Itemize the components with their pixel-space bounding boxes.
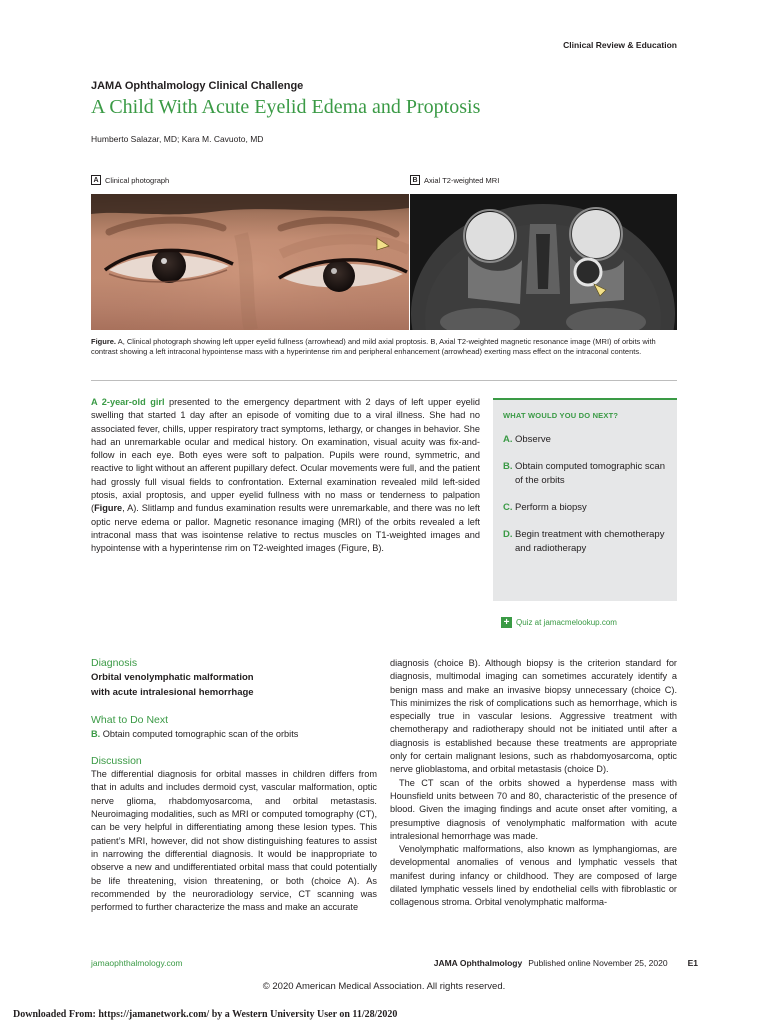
case-text-part-2: , A). Slitlamp and fundus examination results were unremarkable, and there was no left optic nerve edema or pallor. Magnetic resonance imaging (MRI) of the orbits revealed a left intraconal mass that was isointense relative to rectus muscles on T1-weighted images and hypointense with a hyperintense rim on T2-weighted images (Figure, B).: [91, 503, 480, 554]
panel-a-label: [91, 175, 169, 185]
right-paragraph-2: The CT scan of the orbits showed a hyperdense mass with Hounsfield units between 70 and 80, characteristic of the presence of blood. Given the imaging findings and acute onset after vomiting, a presumptive diagnosis of venolymphatic malformation with acute intralesional hemorrhage was made.: [390, 777, 677, 841]
quiz-box: [493, 398, 677, 601]
quiz-option-d[interactable]: [503, 528, 667, 556]
quiz-option-a-text: Observe: [515, 434, 551, 445]
quiz-option-d-letter: D.: [503, 529, 513, 540]
case-lead: A 2-year-old girl: [91, 397, 165, 407]
quiz-option-b-letter: B.: [503, 461, 513, 472]
quiz-option-a-letter: A.: [503, 434, 513, 445]
diagnosis-line-2: with acute intralesional hemorrhage: [91, 687, 254, 699]
quiz-option-b[interactable]: [503, 460, 667, 488]
what-to-do-heading: What to Do Next: [91, 714, 169, 727]
publication-date: Published online November 25, 2020: [528, 958, 668, 968]
footer-citation: [434, 958, 698, 968]
quiz-heading: WHAT WOULD YOU DO NEXT?: [503, 411, 619, 420]
quiz-option-a[interactable]: [503, 433, 667, 447]
quiz-option-d-text: Begin treatment with chemotherapy and radiotherapy: [515, 529, 665, 554]
quiz-option-c-letter: C.: [503, 502, 513, 513]
copyright-notice: © 2020 American Medical Association. All rights reserved.: [262, 981, 506, 992]
figure-reference[interactable]: Figure: [94, 503, 123, 514]
running-head: Clinical Review & Education: [563, 40, 677, 50]
quiz-option-c[interactable]: [503, 501, 667, 515]
caption-text: A, Clinical photograph showing left upper eyelid fullness (arrowhead) and mild axial proptosis. B, Axial T2-weighted magnetic resonance image (MRI) of orbits with contrast showing a left intraconal hypointense mass with a hyperintense rim and peripheral enhancement (arrowhead) exerting mass effect on the intraconal contents.: [91, 337, 656, 356]
diagnosis-heading: Diagnosis: [91, 657, 138, 669]
journal-website-link[interactable]: jamaophthalmology.com: [91, 958, 183, 968]
download-notice: Downloaded From: https://jamanetwork.com/ by a Western University User on 11/28/2020: [13, 1009, 398, 1020]
mri-image: [410, 194, 677, 330]
series-title: JAMA Ophthalmology Clinical Challenge: [91, 80, 304, 92]
right-paragraph-1: diagnosis (choice B). Although biopsy is the criterion standard for diagnosis, multimodal imaging can sometimes accurately identify a benign mass and make an invasive biopsy unnecessary (choice C). This minimizes the risk of complications such as hemorrhage, which is especially true in vascular lesions. Aggressive treatment with chemotherapy and radiotherapy should not be initiated until after a diagnosis is established because these treatments are appropriate only for certain malignant lesions, such as rhabdomyosarcoma, optic nerve glioblastoma, and orbital metastasis (choice D).: [390, 658, 677, 775]
figure-caption: [91, 337, 677, 357]
caption-prefix: Figure.: [91, 337, 117, 346]
quiz-option-b-text: Obtain computed tomographic scan of the orbits: [515, 461, 665, 486]
what-to-do-answer: [91, 728, 377, 741]
panel-b-title: Axial T2-weighted MRI: [424, 175, 500, 185]
journal-name: JAMA Ophthalmology: [433, 958, 523, 968]
panel-a-title: Clinical photograph: [105, 175, 170, 185]
case-presentation: [91, 396, 480, 556]
clinical-photograph: [91, 194, 409, 330]
case-text-part-1: presented to the emergency department with 2 days of left upper eyelid swelling that started 1 day after an episode of vomiting due to a viral illness. She had no associated fever, chills, upper respiratory tract symptoms, lethargy, or changes in behavior. She had an unremarkable ocular and medical history. On examination, visual acuity was fix-and-follow in each eye. Both eyes were soft to palpation. Pupils were round, symmetric, and reactive to light without an afferent pupillary defect. Ocular movements were full, and the patient had grossly full visual fields to confrontation. External examination revealed mild left-sided ptosis, axial proptosis, and upper eyelid fullness with no mass or tenderness to palpation (: [91, 397, 480, 514]
answer-left-column: [91, 657, 377, 914]
section-divider: [91, 380, 677, 381]
quiz-link-text[interactable]: Quiz at jamacmelookup.com: [516, 618, 617, 627]
plus-icon: +: [501, 617, 512, 628]
answer-right-column: [390, 657, 677, 910]
right-paragraph-3: Venolymphatic malformations, also known as lymphangiomas, are developmental anomalies of venous and lymphatic vessels that manifest during infancy or childhood. They are composed of large dilated lymphatic vessels lined by endothelial cells with fibroblastic or collagenous stroma. Orbital venolymphatic malforma-: [390, 844, 677, 908]
panel-b-label: [410, 175, 499, 185]
quiz-link[interactable]: [501, 617, 617, 628]
what-to-do-text: Obtain computed tomographic scan of the orbits: [100, 728, 299, 739]
author-list: Humberto Salazar, MD; Kara M. Cavuoto, MD: [91, 134, 264, 144]
panel-a-letter: A: [91, 175, 101, 185]
page-number: E1: [687, 958, 698, 968]
mri-drawing: [410, 194, 677, 330]
diagnosis-line-1: Orbital venolymphatic malformation: [91, 672, 254, 684]
discussion-heading: Discussion: [91, 754, 142, 767]
what-to-do-letter: B.: [91, 728, 101, 739]
clinical-photograph-drawing: [91, 194, 409, 330]
quiz-option-c-text: Perform a biopsy: [515, 502, 587, 513]
article-title: A Child With Acute Eyelid Edema and Proptosis: [91, 96, 481, 118]
discussion-paragraph-1: The differential diagnosis for orbital masses in children differs from that in adults and includes dermoid cyst, vascular malformation, optic nerve glioma, rhabdomyosarcoma, and orbital metastasis. Neuroimaging modalities, such as MRI or computed tomography (CT), can be very helpful in differentiating among these lesion types. This patient’s MRI, however, did not show distinguishing features to assist in narrowing the differential diagnosis. It would be inappropriate to observe a new and undifferentiated orbital mass that could potentially be life threatening, vision threatening, or both (choice A). As recommended by the neuroradiology service, CT scanning was performed to further characterize the mass and make an accurate: [91, 769, 377, 913]
panel-b-letter: B: [410, 175, 420, 185]
